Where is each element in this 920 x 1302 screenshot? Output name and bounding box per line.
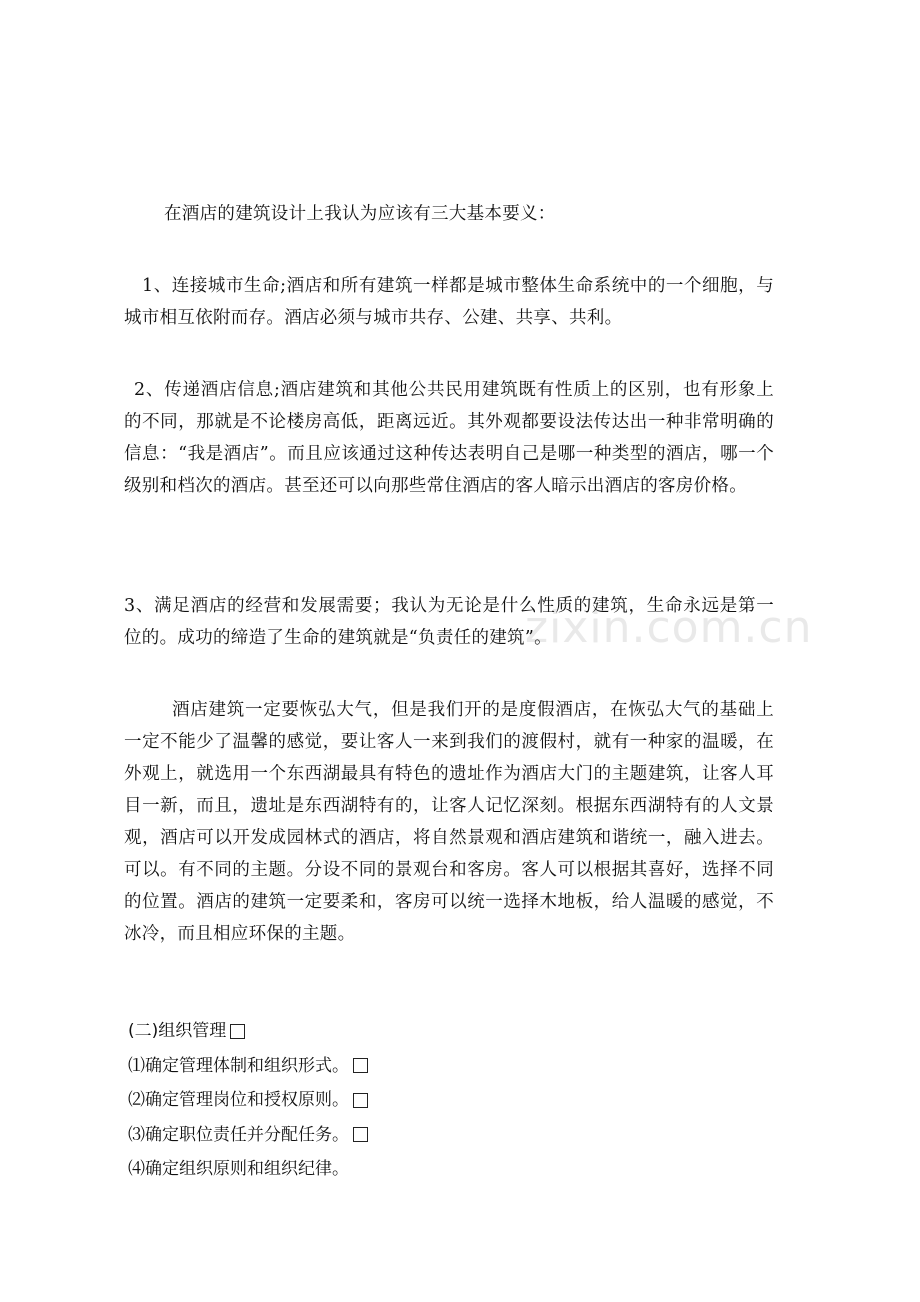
square-box-icon — [353, 1127, 368, 1142]
point-1-paragraph: 1、连接城市生命;酒店和所有建筑一样都是城市整体生命系统中的一个细胞，与城市相互依附而存。酒店必须与城市共存、公建、共享、共利。 — [124, 276, 774, 328]
intro-paragraph: 在酒店的建筑设计上我认为应该有三大基本要义： — [164, 204, 556, 224]
list-item — [128, 1152, 368, 1187]
list-item-text: ⑵确定管理岗位和授权原则。 — [128, 1090, 349, 1110]
square-box-icon — [230, 1024, 245, 1039]
organization-management-section — [128, 1014, 368, 1187]
list-item — [128, 1083, 368, 1118]
watermark: zixin.com.cn — [525, 602, 813, 653]
list-item — [128, 1118, 368, 1153]
section-heading — [128, 1014, 368, 1049]
square-box-icon — [353, 1058, 368, 1073]
square-box-icon — [353, 1093, 368, 1108]
design-paragraph: 酒店建筑一定要恢弘大气，但是我们开的是度假酒店，在恢弘大气的基础上一定不能少了温馨的感觉，要让客人一来到我们的渡假村，就有一种家的温暖，在外观上，就选用一个东西湖最具有特色的遗址作为酒店大门的主题建筑，让客人耳目一新，而且，遗址是东西湖特有的，让客人记忆深刻。根据东西湖特有的人文景观，酒店可以开发成园林式的酒店，将自然景观和酒店建筑和谐统一，融入进去。可以。有不同的主题。分设不同的景观台和客房。客人可以根据其喜好，选择不同的位置。酒店的建筑一定要柔和，客房可以统一选择木地板，给人温暖的感觉，不冰冷，而且相应环保的主题。 — [124, 700, 774, 944]
section-heading-text: (二)组织管理 — [128, 1021, 227, 1041]
point-2-paragraph: 2、传递酒店信息;酒店建筑和其他公共民用建筑既有性质上的区别，也有形象上的不同，那就是不论楼房高低，距离远近。其外观都要设法传达出一种非常明确的信息：“我是酒店”。而且应该通过这种传达表明自己是哪一种类型的酒店，哪一个级别和档次的酒店。甚至还可以向那些常住酒店的客人暗示出酒店的客房价格。 — [124, 380, 774, 496]
list-item-text: ⑶确定职位责任并分配任务。 — [128, 1124, 349, 1145]
list-item — [128, 1049, 368, 1084]
point-3-paragraph: 3、满足酒店的经营和发展需要；我认为无论是什么性质的建筑，生命永远是第一位的。成功的缔造了生命的建筑就是“负责任的建筑”。 — [124, 596, 774, 648]
list-item-text: ⑷确定组织原则和组织纪律。 — [128, 1159, 349, 1179]
list-item-text: ⑴确定管理体制和组织形式。 — [128, 1055, 349, 1076]
